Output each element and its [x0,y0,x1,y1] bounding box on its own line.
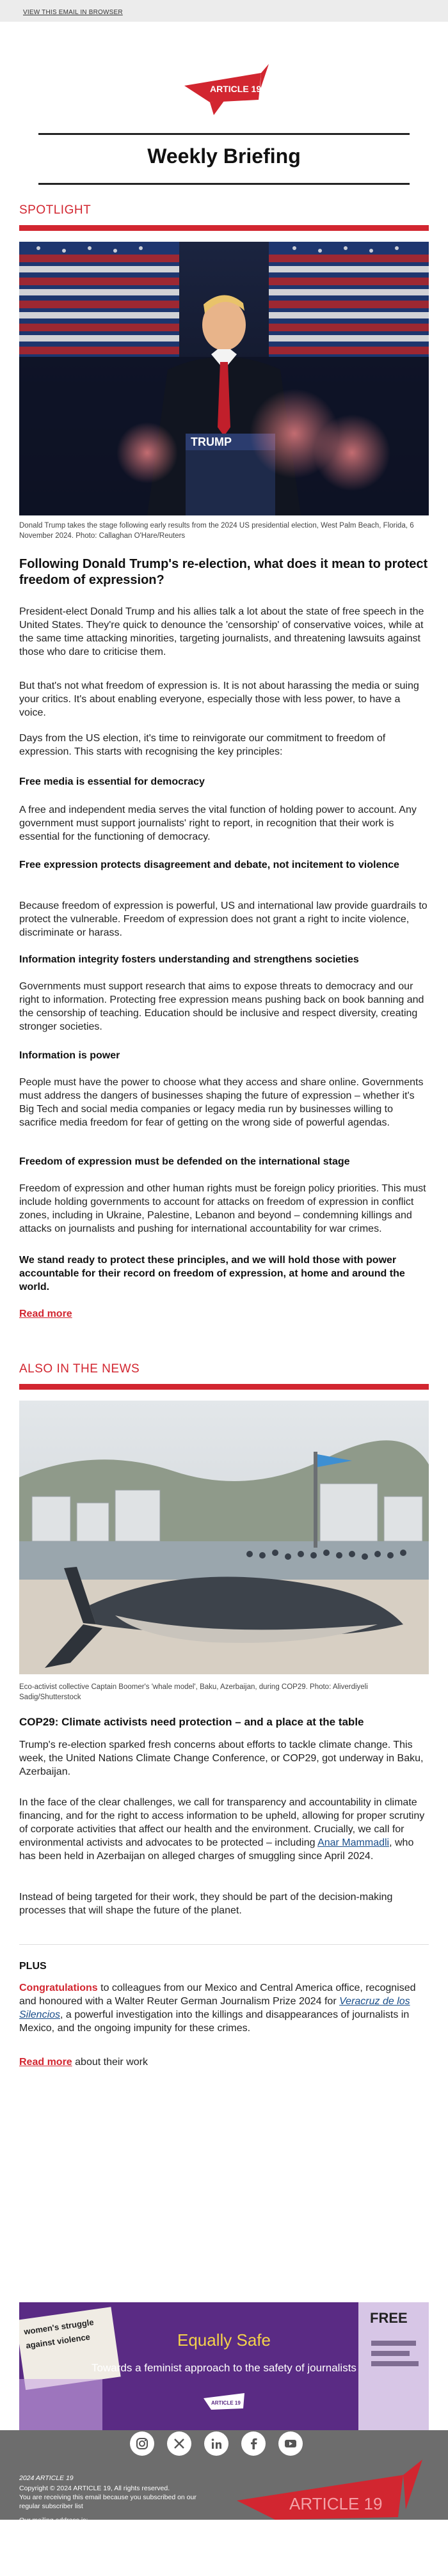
veracruz-link[interactable]: Veracruz de los Silencios [19,1996,410,2020]
footer-legal [19,2484,198,2576]
x-icon[interactable] [167,2431,191,2456]
plus-read-more-link[interactable]: Read more [19,2057,72,2068]
principle-heading: Information integrity fosters understanding and strengthens societies [19,954,359,965]
plus-label: PLUS [19,1961,47,1972]
header-rule-top [38,133,410,135]
spotlight-paragraph: President-elect Donald Trump and his allies talk a lot about the state of free speech in the United States. They're quick to denounce the 'censorship' of conservative voices, while at the same time attacking minorities, targeting journalists, and threatening lawsuits against those who dare to criticise them. [19,606,424,657]
article19-logo[interactable] [173,55,275,119]
plus-text: , a powerful investigation into the killings and disappearances of journalists in Mexico, and the ongoing impunity for these crimes. [19,2009,410,2034]
banner-title: Equally Safe [177,2330,271,2350]
spotlight-closing: We stand ready to protect these principles, and we will hold those with power accountable for their record on freedom of expression, at home and around the world. [19,1255,405,1292]
spotlight-paragraph: But that's not what freedom of expression is. It is not about harassing the media or suing your critics. It's about enabling everyone, especially those with less power, to have a voice. [19,680,419,718]
plus-read-more-line [19,2055,429,2069]
principle-body: Because freedom of expression is powerful, US and international law provide guardrails to protect the vulnerable. Freedom of expression does not grant a right to incite violence, discriminate or harass. [19,900,428,938]
principle-heading: Information is power [19,1050,120,1061]
update-preferences-link[interactable]: update your preferences [45,2568,118,2575]
protest-sign-text: FREE [370,2310,408,2326]
email-header [0,22,448,170]
protest-sign-text: women's struggle [23,2317,95,2337]
spotlight-paragraph: Days from the US election, it's time to reinvigorate our commitment to freedom of expression. This starts with recognising the key principles: [19,733,386,757]
footer-notice: You are receiving this email because you subscribed on our regular subscriber list [19,2494,196,2510]
header-rule-bottom [38,183,410,185]
footer-preferences-line [19,2566,198,2576]
equally-safe-banner[interactable] [19,2302,429,2430]
spotlight-read-more-link[interactable]: Read more [19,1308,72,1319]
news-paragraph: Trump's re-election sparked fresh concerns about efforts to tackle climate change. This week, the United Nations Climate Change Conference, or COP29, got underway in Baku, Azerbaijan. [19,1740,424,1777]
principle-body: A free and independent media serves the vital function of holding power to account. Any government must support journalists' right to report, in recognition that their work is essential for the functioning of democracy. [19,805,417,842]
banner-subtitle: Towards a feminist approach to the safety of journalists [92,2362,356,2374]
principle-heading: Freedom of expression must be defended on the international stage [19,1156,350,1167]
news-text: , who has been held in Azerbaijan on alleged charges of smuggling since April 2024. [19,1837,414,1862]
section-divider [19,225,429,231]
footer-logo [230,2456,435,2520]
news-section-title: ALSO IN THE NEWS [19,1362,140,1376]
spotlight-section-title: SPOTLIGHT [19,203,92,217]
whale-photo [19,1401,429,1674]
news-paragraph: Instead of being targeted for their work, they should be part of the decision-making processes that will shape the future of the planet. [19,1892,393,1916]
footer-org-year: 2024 ARTICLE 19 [19,2474,74,2482]
congrats-text: Congratulations [19,1983,98,1993]
trump-photo [19,242,429,515]
unsubscribe-link[interactable]: unsubscribe [127,2565,176,2575]
principle-body: Freedom of expression and other human rights must be foreign policy priorities. This must include holding governments to account for attacks on freedom of expression in conflict zones, including in Ukraine, Palestine, Lebanon and beyond – condemning killings and attacks on journalists and pushing for international accountability for war crimes. [19,1183,426,1234]
principle-body: People must have the power to choose what they access and share online. Governments must address the dangers of businesses shaping the future of expression – whether it's Big Tech and social media companies or legacy media run by businesses willing to sacrifice media freedom for fear of getting on the wrong side of powerful agendas. [19,1077,424,1128]
facebook-icon[interactable] [241,2431,266,2456]
plus-text: to colleagues from our Mexico and Central America office, recognised and honoured with a Walter Reuter German Journalism Prize 2024 for [19,1983,416,2007]
footer-change-question: Want to change how you receive these emails? [19,2557,160,2565]
news-photo-caption: Eco-activist collective Captain Boomer's 'whale model', Baku, Azerbaijan, during COP29. Photo: Aliverdiyeli Sadig/Shutterstock [19,1683,368,1701]
divider [19,1944,429,1945]
page-title: Weekly Briefing [147,145,301,168]
spotlight-photo-caption: Donald Trump takes the stage following early results from the 2024 US presidential election, West Palm Beach, Florida, 6 November 2024. Photo: Callaghan O'Hare/Reuters [19,522,414,540]
footer-text: You can [19,2568,45,2575]
protest-sign-text: against violence [25,2332,91,2351]
news-paragraph [19,1796,429,1863]
logo-text: ARTICLE 19 [210,84,262,94]
linkedin-icon[interactable] [204,2431,228,2456]
plus-paragraph [19,1981,429,2035]
instagram-icon[interactable] [130,2431,154,2456]
principle-body: Governments must support research that aims to expose threats to democracy and our right to information. Protecting free expression means pushing back on book banning and the censorship of teaching. Education should be inclusive and respect diversity, creating stronger societies. [19,981,424,1032]
podium-sign: TRUMP [191,436,232,448]
footer-logo-text: ARTICLE 19 [289,2494,383,2513]
plus-text: about their work [72,2057,148,2068]
spotlight-headline: Following Donald Trump's re-election, what does it mean to protect freedom of expression? [19,557,428,587]
footer-address: ARTICLE 19 International Office: 72-82 Rosebery [19,2525,167,2533]
news-text: In the face of the clear challenges, we call for transparency and accountability in climate financing, and for the right to access information to be upheld, allowing for proper scrutiny of corporate activities that affect our health and the environment. Crucially, we call for environmental activists and advocates to be protected – including [19,1797,425,1848]
footer [0,2430,448,2575]
top-bar [0,0,448,22]
banner-logo: ARTICLE 19 [211,2400,241,2406]
footer-address: Avenue 72-82 Rosebery Avenue London, London EC1R [19,2534,186,2542]
section-divider [19,1384,429,1390]
footer-copyright: Copyright © 2024 ARTICLE 19, All rights reserved. [19,2485,170,2492]
news-headline: COP29: Climate activists need protection – and a place at the table [19,1716,364,1728]
anar-mammadli-link[interactable]: Anar Mammadli [317,1837,390,1848]
principle-heading: Free media is essential for democracy [19,776,205,787]
youtube-icon[interactable] [278,2431,303,2456]
footer-mailing-label: Our mailing address is: [19,2517,88,2524]
principle-heading: Free expression protects disagreement and debate, not incitement to violence [19,860,399,870]
footer-text: or [118,2568,128,2575]
view-in-browser-link[interactable]: VIEW THIS EMAIL IN BROWSER [23,9,123,16]
footer-address: 4RW United Kingdom [19,2543,84,2551]
